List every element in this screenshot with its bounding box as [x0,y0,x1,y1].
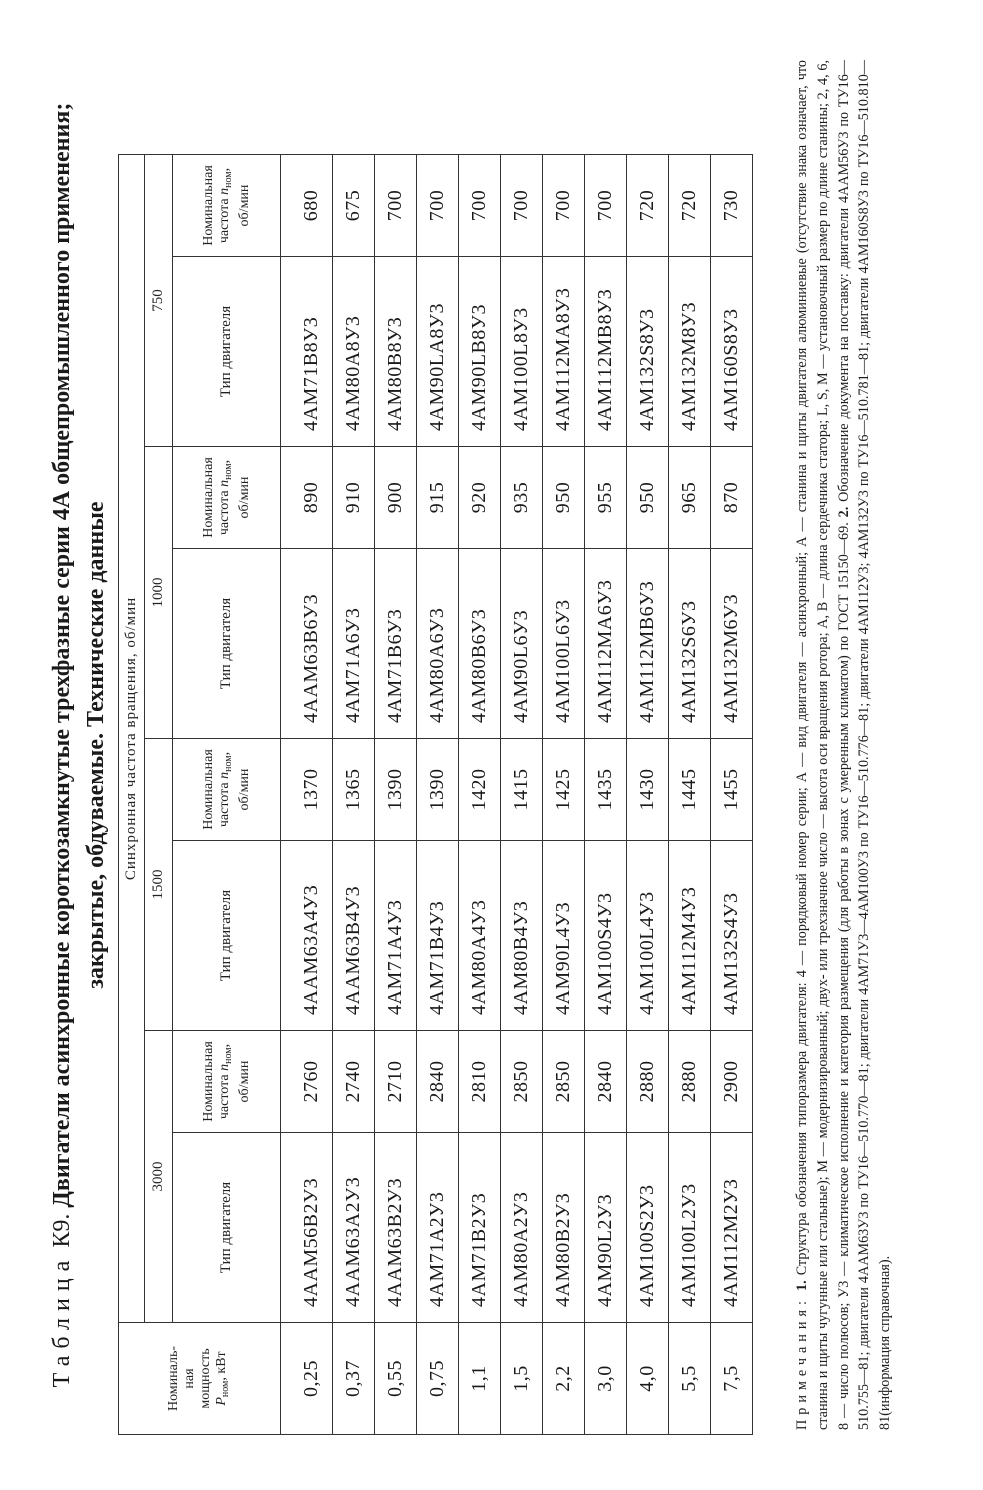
type-cell: 4AM80B2У3 [543,1133,585,1323]
power-cell: 4,0 [627,1323,669,1435]
table-row [711,155,753,1435]
note-1-label: 1. [794,1280,810,1291]
caption-title-line1: Двигатели асинхронные короткозамкнутые трехфазные серии 4А общепромышленного применения; [49,102,75,1208]
type-cell: 4AM80B6У3 [459,549,501,739]
speed-cell: 720 [627,155,669,257]
speed-cell: 2840 [585,1031,627,1133]
table-row [459,155,501,1435]
type-cell: 4AM80A8У3 [333,257,375,447]
type-cell: 4AM71A6У3 [333,549,375,739]
type-cell: 4AM90L4У3 [543,841,585,1031]
speed-cell: 1415 [501,739,543,841]
table-caption [48,20,76,1470]
type-header: Тип двигателя [173,257,281,447]
type-cell: 4AM100S4У3 [585,841,627,1031]
type-cell: 4AAM63B6У3 [281,549,333,739]
type-cell: 4AM71B8У3 [281,257,333,447]
type-cell: 4AAM63B2У3 [375,1133,417,1323]
speed-cell: 2880 [669,1031,711,1133]
type-cell: 4AM100L8У3 [501,257,543,447]
speed-cell: 1420 [459,739,501,841]
power-cell: 5,5 [669,1323,711,1435]
table-row [281,155,333,1435]
table-row [669,155,711,1435]
speed-cell: 910 [333,447,375,549]
speed-cell: 700 [375,155,417,257]
speed-cell: 2850 [543,1031,585,1133]
type-cell: 4AM100L2У3 [669,1133,711,1323]
type-cell: 4AM80A6У3 [417,549,459,739]
speed-cell: 965 [669,447,711,549]
speed-cell: 700 [417,155,459,257]
table-row [333,155,375,1435]
type-cell: 4AM112MA8У3 [543,257,585,447]
group-1500-header: 1500 [145,739,173,1031]
type-cell: 4AM100L6У3 [543,549,585,739]
table-row [627,155,669,1435]
table-row [417,155,459,1435]
note-2-label: 2. [835,506,852,518]
notes [792,60,896,1430]
type-cell: 4AM80A2У3 [501,1133,543,1323]
speed-cell: 1445 [669,739,711,841]
power-cell: 7,5 [711,1323,753,1435]
speed-cell: 950 [627,447,669,549]
speed-cell: 2880 [627,1031,669,1133]
type-cell: 4AM90LB8У3 [459,257,501,447]
table-row [501,155,543,1435]
type-cell: 4AM112M4У3 [669,841,711,1031]
speed-cell: 2840 [417,1031,459,1133]
speed-cell: 1365 [333,739,375,841]
power-cell: 1,5 [501,1323,543,1435]
power-cell: 0,25 [281,1323,333,1435]
speed-cell: 700 [501,155,543,257]
freq-header: Номинальная частота $n_{ном}$, об/мин [173,739,281,841]
group-1000-header: 1000 [145,447,173,739]
table-row [543,155,585,1435]
speed-cell: 1390 [417,739,459,841]
speed-cell: 675 [333,155,375,257]
note-2-text: Обозначение документа на поставку: двигатели 4AAM56У3 по ТУ16—510.755—81; двигатели 4AAM63У3 по ТУ16—510.770—81; двигатели 4AM71У3—4AM100У3 по ТУ16—510.776—81; двигатели 4AM112У3; 4AM132У3 по ТУ16—510.781—81; двигатели 4AM160S8У3 по ТУ16—510.810—81(информация справочная). [835,60,894,1430]
speed-cell: 730 [711,155,753,257]
type-cell: 4AM71B2У3 [459,1133,501,1323]
type-cell: 4AM100L4У3 [627,841,669,1031]
type-cell: 4AM90LA8У3 [417,257,459,447]
freq-header: Номинальная частота $n_{ном}$, об/мин [173,155,281,257]
caption-number: К9. [49,1213,75,1248]
speed-cell: 1430 [627,739,669,841]
type-cell: 4AM90L2У3 [585,1133,627,1323]
type-header: Тип двигателя [173,549,281,739]
freq-header: Номинальная частота $n_{ном}$, об/мин [173,1031,281,1133]
notes-label: Примечания: [794,1296,810,1430]
type-cell: 4AM132M6У3 [711,549,753,739]
table-row [375,155,417,1435]
type-cell: 4AM80A4У3 [459,841,501,1031]
type-cell: 4AM71B6У3 [375,549,417,739]
power-header: Номиналь- ная мощность $P_{ном}$, кВт [119,1323,281,1435]
speed-cell: 935 [501,447,543,549]
type-cell: 4AM132S4У3 [711,841,753,1031]
caption-lead: Таблица [49,1253,75,1388]
speed-cell: 720 [669,155,711,257]
speed-cell: 2810 [459,1031,501,1133]
freq-header: Номинальная частота $n_{ном}$, об/мин [173,447,281,549]
speed-cell: 700 [459,155,501,257]
speed-cell: 955 [585,447,627,549]
table-body [281,155,753,1435]
type-header: Тип двигателя [173,841,281,1031]
speed-cell: 915 [417,447,459,549]
type-cell: 4AM100S2У3 [627,1133,669,1323]
speed-cell: 920 [459,447,501,549]
type-cell: 4AM132S8У3 [627,257,669,447]
power-cell: 0,37 [333,1323,375,1435]
speed-cell: 2740 [333,1031,375,1133]
type-cell: 4AM80B4У3 [501,841,543,1031]
power-cell: 3,0 [585,1323,627,1435]
type-cell: 4AM112MB6У3 [627,549,669,739]
speed-cell: 2900 [711,1031,753,1133]
type-cell: 4AAM56B2У3 [281,1133,333,1323]
type-cell: 4AM160S8У3 [711,257,753,447]
power-cell: 0,75 [417,1323,459,1435]
speed-cell: 1390 [375,739,417,841]
type-cell: 4AM112M2У3 [711,1133,753,1323]
speed-cell: 680 [281,155,333,257]
type-cell: 4AM132S6У3 [669,549,711,739]
type-cell: 4AM132M8У3 [669,257,711,447]
speed-cell: 2850 [501,1031,543,1133]
type-cell: 4AM71A4У3 [375,841,417,1031]
speed-cell: 1370 [281,739,333,841]
power-cell: 0,55 [375,1323,417,1435]
speed-cell: 900 [375,447,417,549]
power-cell: 1,1 [459,1323,501,1435]
type-cell: 4AAM63B4У3 [333,841,375,1031]
speed-cell: 700 [585,155,627,257]
group-750-header: 750 [145,155,173,447]
motor-data-table [118,154,753,1435]
note-1-text: Структура обозначения типоразмера двигателя: 4 — порядковый номер серии; А — вид двигателя — асинхронный; А — станина и щиты двигателя алюминиевые (отсутствие знака означает, что станина и щиты чугунные или стальные); М — модернизированный; двух- или трехзначное число — высота оси вращения ротора; A, B — длина сердечника статора; L, S, M — установочный размер по длине станины; 2, 4, 6, 8 — число полюсов; У3 — климатическое исполнение и категория размещения (для работы в зонах с умеренным климатом) по ГОСТ 15150—69. [794,59,852,1430]
type-cell: 4AAM63A4У3 [281,841,333,1031]
group-3000-header: 3000 [145,1031,173,1323]
type-header: Тип двигателя [173,1133,281,1323]
speed-cell: 1425 [543,739,585,841]
speed-cell: 700 [543,155,585,257]
speed-cell: 2710 [375,1031,417,1133]
power-cell: 2,2 [543,1323,585,1435]
speed-cell: 1435 [585,739,627,841]
caption-title-line2: закрытые, обдуваемые. Технические данные [83,501,109,989]
table-row [585,155,627,1435]
speed-cell: 2760 [281,1031,333,1133]
type-cell: 4AM112MB8У3 [585,257,627,447]
speed-cell: 870 [711,447,753,549]
type-cell: 4AM80B8У3 [375,257,417,447]
speed-cell: 890 [281,447,333,549]
type-cell: 4AAM63A2У3 [333,1133,375,1323]
type-cell: 4AM71A2У3 [417,1133,459,1323]
type-cell: 4AM112MA6У3 [585,549,627,739]
speed-cell: 950 [543,447,585,549]
type-cell: 4AM71B4У3 [417,841,459,1031]
sync-speed-header: Синхронная частота вращения, об/мин [119,155,145,1323]
speed-cell: 1455 [711,739,753,841]
type-cell: 4AM90L6У3 [501,549,543,739]
